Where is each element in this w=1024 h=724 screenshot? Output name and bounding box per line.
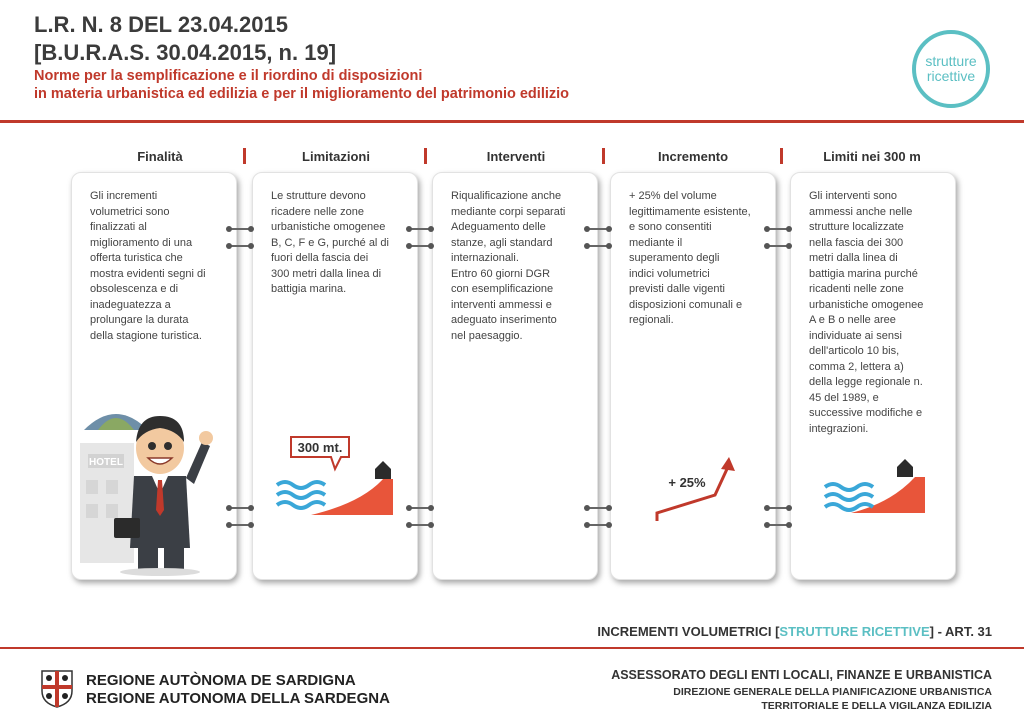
document-subtitle-line1: Norme per la semplificazione e il riordino di disposizioni: [34, 68, 423, 84]
column-heading-limiti-300m: Limiti nei 300 m: [823, 149, 921, 164]
direzione-line1: DIREZIONE GENERALE DELLA PIANIFICAZIONE URBANISTICA: [673, 686, 992, 698]
card-connector: [226, 522, 254, 528]
businessman-leg: [164, 548, 184, 570]
direzione-line2: TERRITORIALE E DELLA VIGILANZA EDILIZIA: [761, 700, 992, 712]
card-connector: [406, 226, 434, 232]
card-connector: [406, 243, 434, 249]
card-limiti-300m: [790, 172, 956, 580]
region-name-sardinian: REGIONE AUTÒNOMA DE SARDIGNA: [86, 672, 356, 689]
hotel-window: [86, 504, 98, 518]
water-wave: [825, 484, 873, 490]
column-heading-finalita: Finalità: [137, 149, 183, 164]
businessman-shadow: [120, 568, 200, 576]
house-icon: [897, 459, 913, 477]
card-connector: [584, 522, 612, 528]
card-limitazioni: [252, 172, 418, 580]
document-title-line2: [B.U.R.A.S. 30.04.2015, n. 19]: [34, 40, 337, 65]
logo-text-line1: strutture: [925, 53, 977, 69]
hotel-sign-text: HOTEL: [89, 457, 123, 468]
hotel-window: [86, 480, 98, 494]
card-connector: [584, 505, 612, 511]
water-wave: [277, 482, 325, 488]
column-separator: [602, 148, 605, 164]
assessorato-name: ASSESSORATO DEGLI ENTI LOCALI, FINANZE E URBANISTICA: [611, 668, 992, 682]
column-separator: [243, 148, 246, 164]
card-text-interventi: Riqualificazione anche mediante corpi separati Adeguamento delle stanze, agli standard internazionali. Entro 60 giorni DGR con esemplificazione interventi ammessi e adeguato inserimento nel paesaggio.: [451, 190, 566, 342]
card-interventi: [432, 172, 598, 580]
businessman-raised-arm: [186, 442, 210, 484]
businessman-eye: [148, 442, 156, 450]
section-footer-title: [597, 624, 992, 639]
arrow-up-icon: [721, 457, 735, 471]
house-icon: [375, 461, 391, 479]
card-connector: [226, 226, 254, 232]
column-heading-incremento: Incremento: [657, 149, 729, 164]
sardinia-crest-icon: [38, 667, 76, 709]
strutture-ricettive-logo: [912, 30, 990, 108]
card-connector: [764, 522, 792, 528]
water-wave: [277, 502, 325, 508]
card-connector: [584, 243, 612, 249]
water-wave: [277, 492, 325, 498]
card-connector: [584, 226, 612, 232]
section-title-suffix: ] - ART. 31: [929, 624, 992, 639]
hotel-window: [106, 504, 118, 518]
document-title-line1: L.R. N. 8 DEL 23.04.2015: [34, 12, 288, 37]
businessman-hotel-illustration: [76, 398, 234, 578]
card-text-limiti-300m: Gli interventi sono ammessi anche nelle strutture localizzate nella fascia dei 300 metri dalla linea di battigia marina purché ricadenti nelle zone urbanistiche omogenee A e B o nelle aree individuate ai sensi dell'articolo 10 bis, comma 2, lettera a) della legge regionale n. 45 del 1989, e successive modifiche e integrazioni.: [809, 190, 924, 435]
header-divider: [0, 120, 1024, 123]
growth-label: + 25%: [668, 475, 706, 490]
businessman-eye: [164, 442, 172, 450]
card-connector: [764, 226, 792, 232]
businessman-hand: [199, 431, 213, 445]
card-connector: [764, 243, 792, 249]
card-finalita: [71, 172, 237, 580]
document-subtitle-line2: in materia urbanistica ed edilizia e per il miglioramento del patrimonio edilizio: [34, 86, 570, 102]
briefcase-icon: [114, 518, 140, 538]
card-text-incremento: + 25% del volume legittimamente esistente, e sono consentiti mediante il superamento degli indici volumetrici previsti dalle vigenti disposizioni comunali e regionali.: [629, 190, 751, 326]
water-wave: [825, 494, 873, 500]
section-title-prefix: INCREMENTI VOLUMETRICI [: [597, 624, 780, 639]
section-title-highlight: STRUTTURE RICETTIVE: [779, 624, 930, 639]
column-heading-interventi: Interventi: [486, 149, 546, 164]
column-heading-limitazioni: Limitazioni: [302, 149, 370, 164]
card-connector: [764, 505, 792, 511]
growth-arrow-illustration: [631, 453, 761, 533]
column-separator: [780, 148, 783, 164]
distance-callout-text: 300 mt.: [297, 440, 343, 455]
coast-distance-illustration: [271, 423, 401, 523]
column-separator: [424, 148, 427, 164]
businessman-leg: [138, 548, 158, 570]
card-connector: [226, 505, 254, 511]
card-connector: [406, 505, 434, 511]
card-connector: [226, 243, 254, 249]
card-text-limitazioni: Le strutture devono ricadere nelle zone urbanistiche omogenee B, C, F e G, purché al di fuori della fascia dei 300 metri dalla linea di battigia marina.: [271, 190, 389, 295]
hotel-window: [106, 480, 118, 494]
region-name-italian: REGIONE AUTONOMA DELLA SARDEGNA: [86, 690, 390, 707]
logo-text-line2: ricettive: [926, 68, 976, 84]
card-connector: [406, 522, 434, 528]
footer-divider: [0, 647, 1024, 649]
coast-house-illustration: [821, 451, 931, 521]
card-incremento: [610, 172, 776, 580]
card-text-finalita: Gli incrementi volumetrici sono finalizzati al miglioramento di una offerta turistica che mostra evidenti segni di obsolescenza e di inadeguatezza a prolungare la durata della stagione turistica.: [90, 190, 206, 342]
